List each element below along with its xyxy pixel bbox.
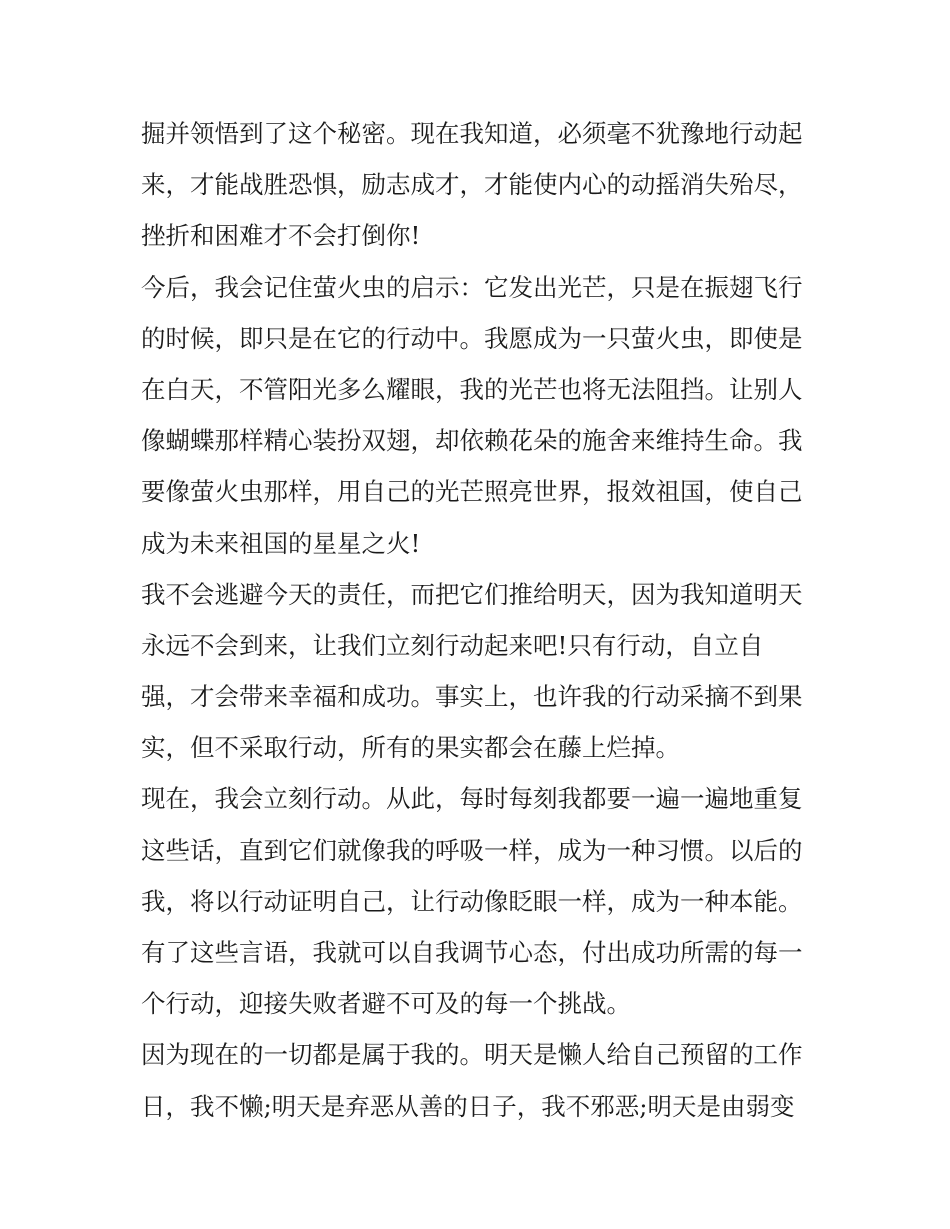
text-line: 来，才能战胜恐惧，励志成才，才能使内心的动摇消失殆尽，: [141, 170, 803, 200]
text-line: 像蝴蝶那样精心装扮双翅，却依赖花朵的施舍来维持生命。我: [141, 426, 803, 456]
text-line: 强，才会带来幸福和成功。事实上，也许我的行动采摘不到果: [141, 682, 803, 712]
text-line: 现在，我会立刻行动。从此，每时每刻我都要一遍一遍地重复: [141, 784, 803, 814]
body-text: [141, 108, 821, 1132]
text-line: 我不会逃避今天的责任，而把它们推给明天，因为我知道明天: [141, 579, 803, 609]
text-line: 要像萤火虫那样，用自己的光芒照亮世界，报效祖国，使自己: [141, 477, 803, 507]
text-line: 挫折和困难才不会打倒你!: [141, 221, 421, 251]
text-line: 日，我不懒;明天是弃恶从善的日子，我不邪恶;明天是由弱变: [141, 1091, 795, 1121]
text-line: 在白天，不管阳光多么耀眼，我的光芒也将无法阻挡。让别人: [141, 374, 803, 404]
text-line: 我，将以行动证明自己，让行动像眨眼一样，成为一种本能。: [141, 886, 803, 916]
text-line: 有了这些言语，我就可以自我调节心态，付出成功所需的每一: [141, 938, 803, 967]
text-line: 永远不会到来，让我们立刻行动起来吧!只有行动，自立自: [141, 630, 764, 660]
text-line: 因为现在的一切都是属于我的。明天是懒人给自己预留的工作: [141, 1040, 803, 1070]
text-line: 成为未来祖国的星星之火!: [141, 528, 421, 558]
text-line: 个行动，迎接失败者避不可及的每一个挑战。: [141, 989, 631, 1019]
text-line: 今后，我会记住萤火虫的启示：它发出光芒，只是在振翅飞行: [141, 272, 803, 302]
text-line: 实，但不采取行动，所有的果实都会在藤上烂掉。: [141, 733, 680, 763]
text-line: 这些话，直到它们就像我的呼吸一样，成为一种习惯。以后的: [141, 835, 803, 865]
text-line: 掘并领悟到了这个秘密。现在我知道，必须毫不犹豫地行动起: [141, 119, 803, 148]
text-line: 的时候，即只是在它的行动中。我愿成为一只萤火虫，即使是: [141, 323, 803, 353]
